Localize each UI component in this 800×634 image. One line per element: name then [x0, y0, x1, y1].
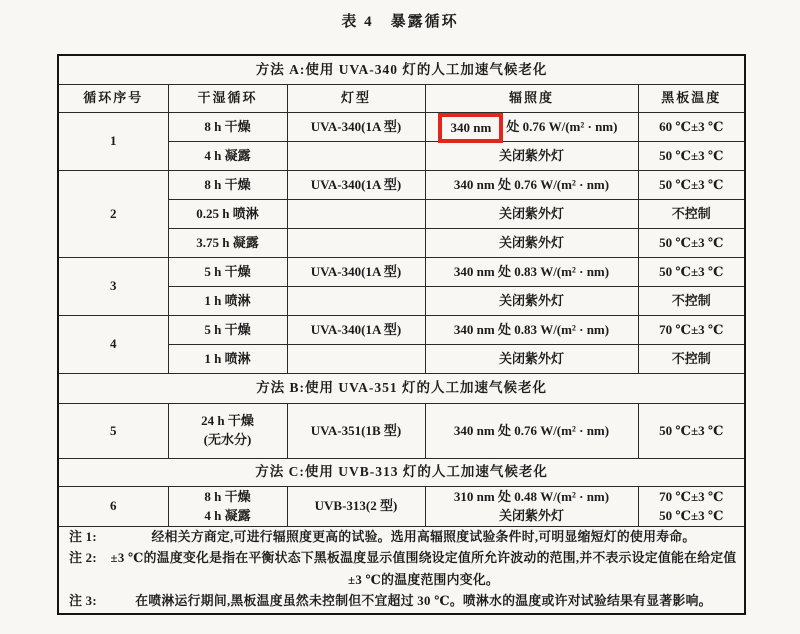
cycle4-temperature-cell-1: 70 ℃±3 ℃	[638, 316, 745, 345]
cycle3-irradiance-cell-2: 关闭紫外灯	[425, 287, 638, 316]
cycle4-irradiance-cell-1: 340 nm 处 0.83 W/(m² · nm)	[425, 316, 638, 345]
cycle2-lamp-cell-empty	[287, 200, 425, 229]
cycle1-lamp-cell-empty	[287, 142, 425, 171]
table-row	[58, 404, 745, 459]
cycle1-wetdry-cell-1: 8 h 干燥	[168, 113, 287, 142]
col-header-lamp: 灯型	[287, 85, 425, 113]
irradiance-line-1: 310 nm 处 0.48 W/(m² · nm)	[453, 488, 610, 504]
cycle5-wetdry-cell	[168, 404, 287, 459]
col-header-wetdry: 干湿循环	[168, 85, 287, 113]
cycle5-temperature-cell: 50 ℃±3 ℃	[638, 404, 745, 459]
cycle2-temperature-cell-1: 50 ℃±3 ℃	[638, 171, 745, 200]
note-3-text: 在喷淋运行期间,黑板温度虽然未控制但不宜超过 30 ℃。喷淋水的温度或许对试验结果有显著影响。	[135, 594, 712, 609]
cycle6-lamp-cell: UVB-313(2 型)	[287, 487, 425, 527]
cycle1-temperature-cell-1: 60 ℃±3 ℃	[638, 113, 745, 142]
cycle1-temperature-cell-2: 50 ℃±3 ℃	[638, 142, 745, 171]
table-row	[58, 258, 745, 287]
cycle1-irradiance-cell-1	[425, 113, 638, 142]
note-2-label: 注 2:	[69, 551, 97, 566]
temperature-line-1: 70 ℃±3 ℃	[659, 488, 724, 504]
cycle5-lamp-cell: UVA-351(1B 型)	[287, 404, 425, 459]
cycle2-temperature-cell-3: 50 ℃±3 ℃	[638, 229, 745, 258]
method-c-header: 方法 C:使用 UVB-313 灯的人工加速气候老化	[58, 459, 745, 487]
cycle6-wetdry-cell	[168, 487, 287, 527]
temperature-line-2: 50 ℃±3 ℃	[659, 507, 724, 523]
note-2	[61, 548, 742, 591]
method-a-header: 方法 A:使用 UVA-340 灯的人工加速气候老化	[58, 55, 745, 85]
cycle1-wetdry-cell-2: 4 h 凝露	[168, 142, 287, 171]
note-1-text: 经相关方商定,可进行辐照度更高的试验。选用高辐照度试验条件时,可明显缩短灯的使用寿命。	[151, 530, 696, 544]
table-row	[58, 316, 745, 345]
cycle4-temperature-cell-2: 不控制	[638, 345, 745, 374]
cycle2-lamp-cell: UVA-340(1A 型)	[287, 171, 425, 200]
highlight-box	[438, 113, 504, 143]
cycle2-number-cell: 2	[58, 171, 168, 258]
method-b-header: 方法 B:使用 UVA-351 灯的人工加速气候老化	[58, 374, 745, 404]
cycle3-lamp-cell-empty	[287, 287, 425, 316]
cycle3-lamp-cell: UVA-340(1A 型)	[287, 258, 425, 287]
cycle1-number-cell: 1	[58, 113, 168, 171]
table-row	[58, 113, 745, 142]
notes-row	[58, 527, 745, 614]
cycle2-irradiance-cell-3: 关闭紫外灯	[425, 229, 638, 258]
cycle3-irradiance-cell-1: 340 nm 处 0.83 W/(m² · nm)	[425, 258, 638, 287]
exposure-cycles-table	[57, 54, 746, 615]
notes-cell	[58, 527, 745, 614]
cycle6-number-cell: 6	[58, 487, 168, 527]
wetdry-line-2: 4 h 凝露	[204, 507, 251, 523]
table-row	[58, 171, 745, 200]
cycle3-wetdry-cell-1: 5 h 干燥	[168, 258, 287, 287]
wetdry-line-1: 8 h 干燥	[204, 488, 251, 504]
cycle2-irradiance-cell-1: 340 nm 处 0.76 W/(m² · nm)	[425, 171, 638, 200]
section-a-header-row	[58, 55, 745, 85]
cycle5-irradiance-cell: 340 nm 处 0.76 W/(m² · nm)	[425, 404, 638, 459]
cycle4-irradiance-cell-2: 关闭紫外灯	[425, 345, 638, 374]
wetdry-line-2: (无水分)	[203, 432, 252, 447]
table-row	[58, 487, 745, 527]
cycle3-number-cell: 3	[58, 258, 168, 316]
note-1-label: 注 1:	[69, 530, 97, 544]
cycle2-irradiance-cell-2: 关闭紫外灯	[425, 200, 638, 229]
wetdry-line-1: 24 h 干燥	[201, 413, 254, 429]
section-c-header-row	[58, 459, 745, 487]
cycle2-wetdry-cell-1: 8 h 干燥	[168, 171, 287, 200]
cycle4-wetdry-cell-2: 1 h 喷淋	[168, 345, 287, 374]
col-header-temperature: 黑板温度	[638, 85, 745, 113]
irradiance-line-2: 关闭紫外灯	[498, 507, 564, 523]
note-1	[61, 527, 742, 548]
irradiance-value: 处 0.76 W/(m² · nm)	[506, 118, 618, 134]
note-3	[61, 591, 742, 612]
col-header-cycle-no: 循环序号	[58, 85, 168, 113]
cycle1-lamp-cell: UVA-340(1A 型)	[287, 113, 425, 142]
cycle4-lamp-cell-empty	[287, 345, 425, 374]
cycle2-temperature-cell-2: 不控制	[638, 200, 745, 229]
cycle4-lamp-cell: UVA-340(1A 型)	[287, 316, 425, 345]
cycle2-wetdry-cell-2: 0.25 h 喷淋	[168, 200, 287, 229]
cycle3-temperature-cell-2: 不控制	[638, 287, 745, 316]
col-header-irradiance: 辐照度	[425, 85, 638, 113]
cycle2-lamp-cell-empty2	[287, 229, 425, 258]
column-header-row	[58, 85, 745, 113]
table-title: 表 4 暴露循环	[341, 14, 459, 30]
cycle6-temperature-cell	[638, 487, 745, 527]
note-2-text: ±3 ℃的温度变化是指在平衡状态下黑板温度显示值围绕设定值所允许波动的范围,并不表示设定值能在给定值±3 ℃的温度范围内变化。	[110, 551, 737, 587]
cycle3-temperature-cell-1: 50 ℃±3 ℃	[638, 258, 745, 287]
cycle1-irradiance-cell-2: 关闭紫外灯	[425, 142, 638, 171]
cycle2-wetdry-cell-3: 3.75 h 凝露	[168, 229, 287, 258]
section-b-header-row	[58, 374, 745, 404]
cycle5-number-cell: 5	[58, 404, 168, 459]
cycle3-wetdry-cell-2: 1 h 喷淋	[168, 287, 287, 316]
cycle4-number-cell: 4	[58, 316, 168, 374]
cycle4-wetdry-cell-1: 5 h 干燥	[168, 316, 287, 345]
cycle6-irradiance-cell	[425, 487, 638, 527]
note-3-label: 注 3:	[69, 594, 97, 609]
highlighted-wavelength: 340 nm	[450, 119, 492, 135]
